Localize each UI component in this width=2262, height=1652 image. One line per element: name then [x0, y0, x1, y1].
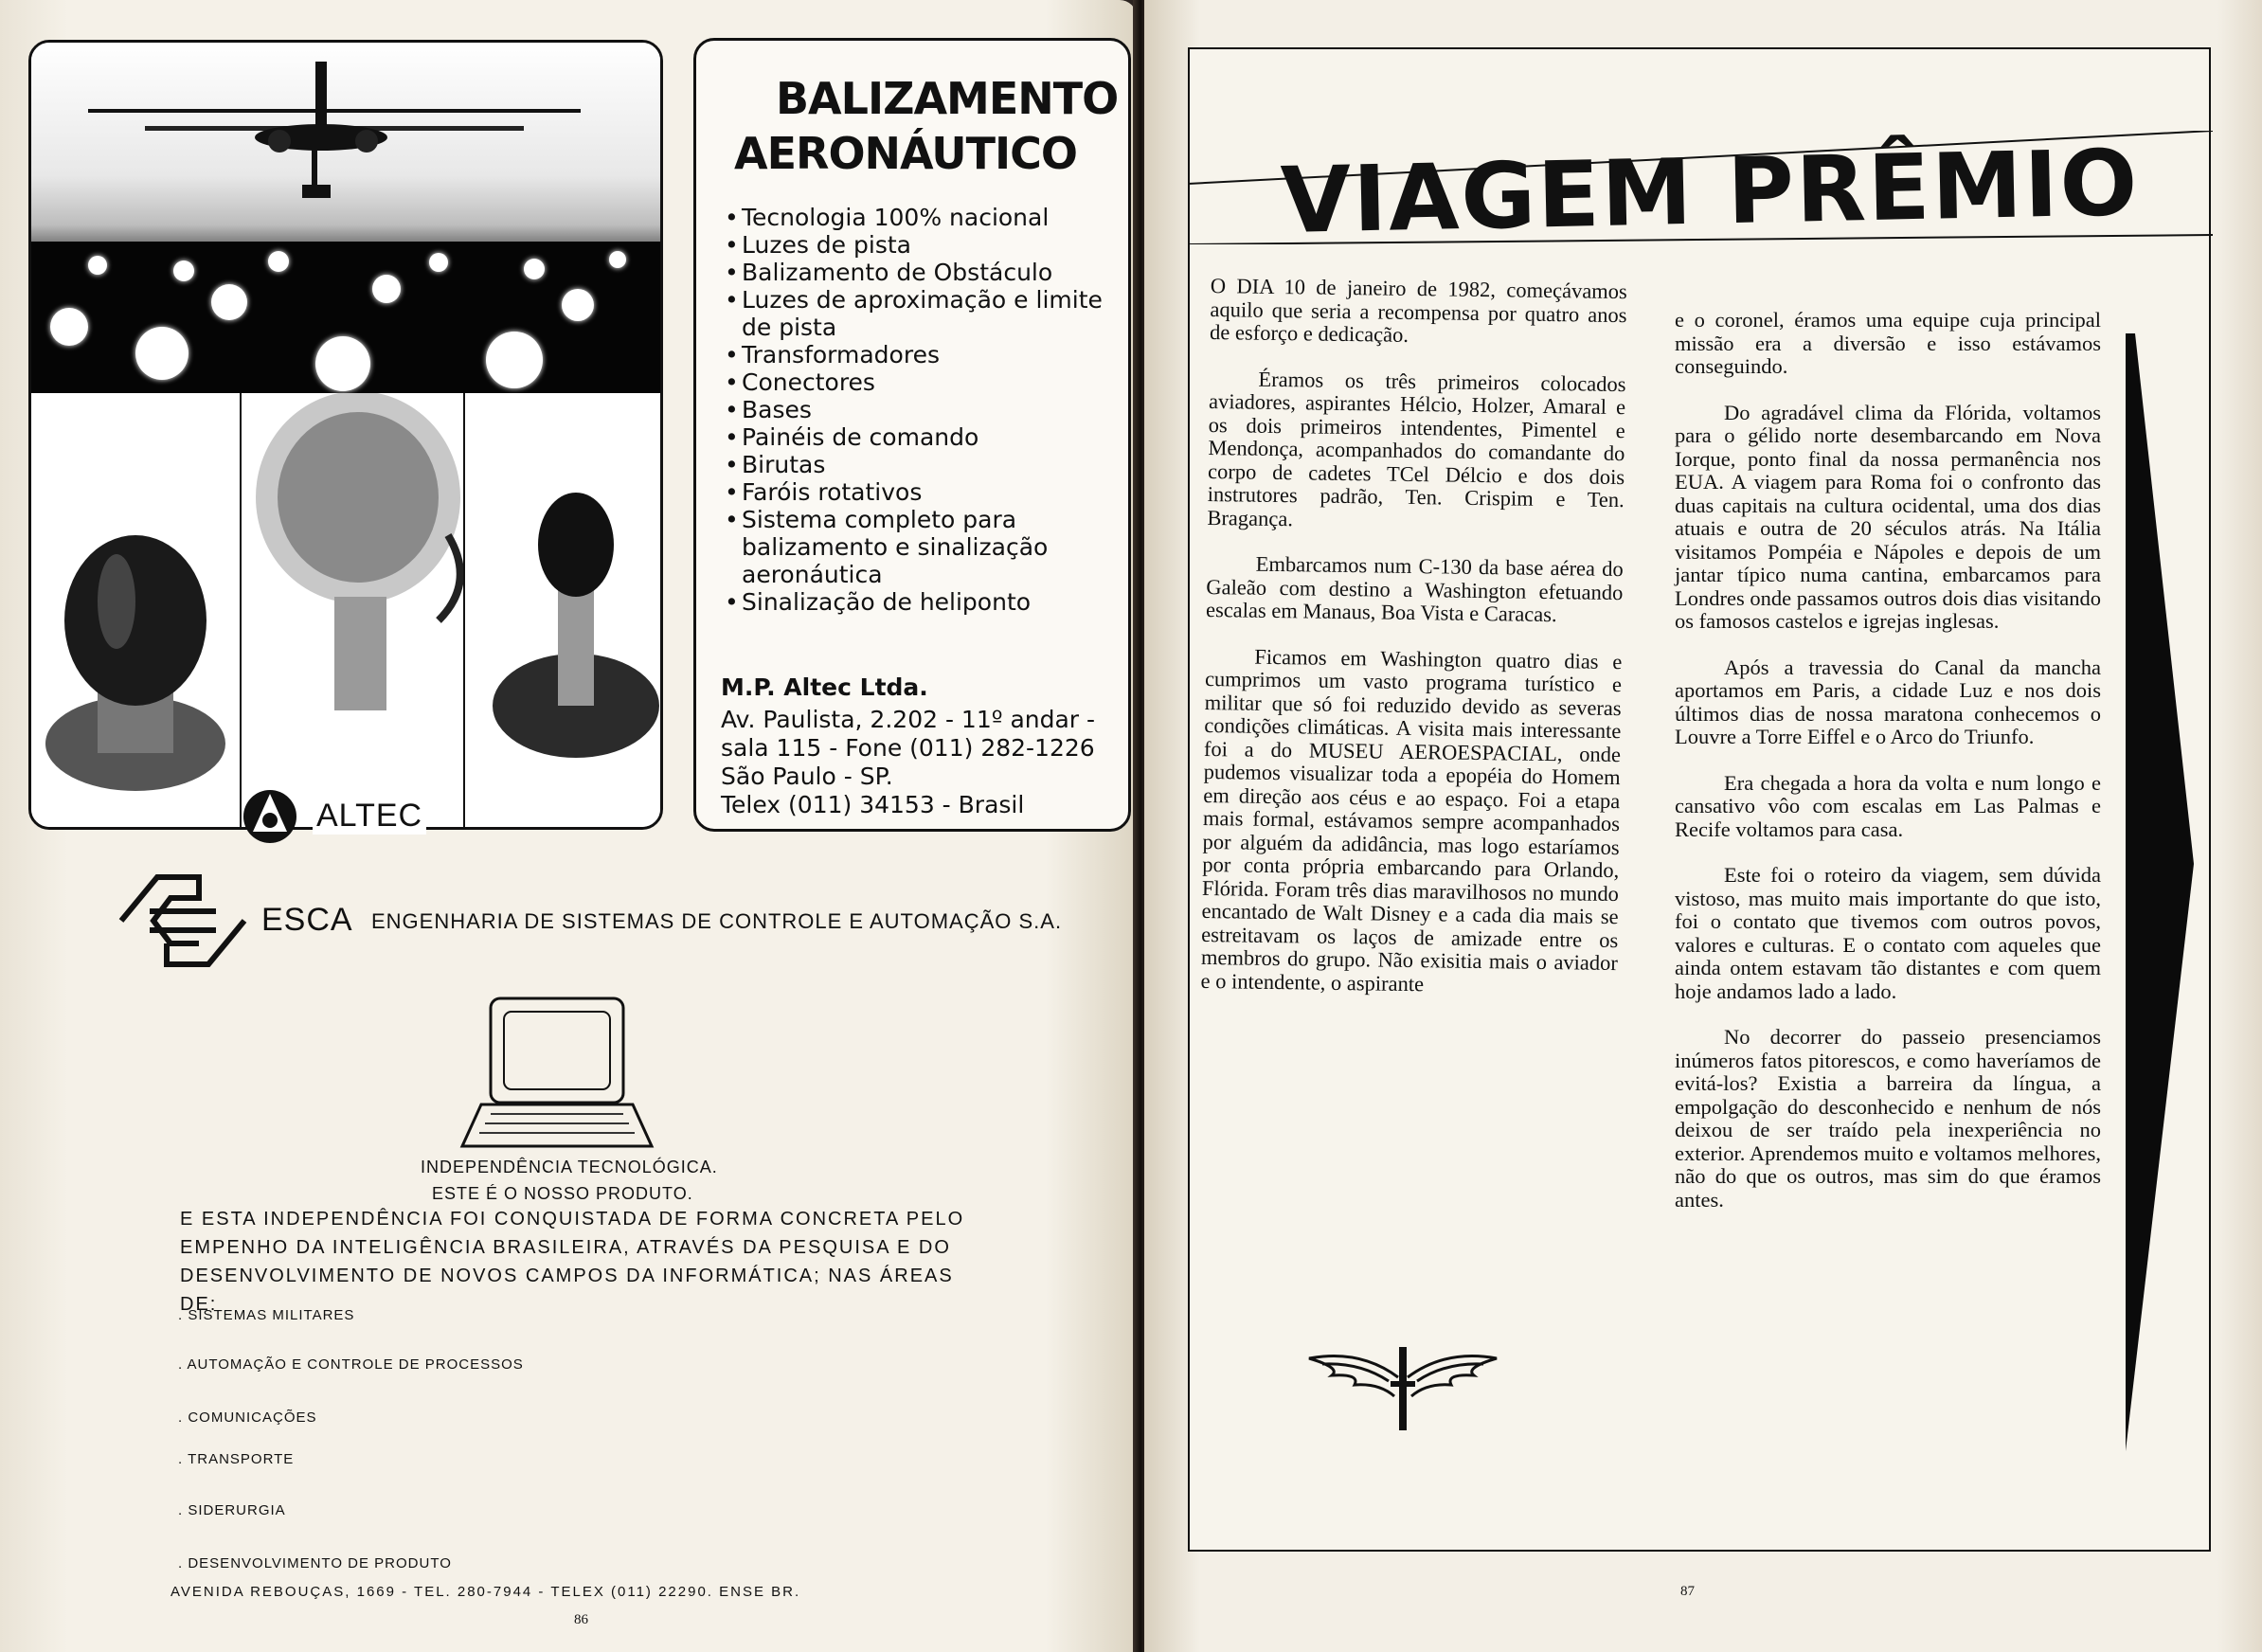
- list-item: • Sistema completo para balizamento e sinalização aeronáutica: [725, 506, 1132, 588]
- altec-title-line2: AERONÁUTICO: [734, 128, 1077, 179]
- esca-body-text: [180, 1205, 995, 1319]
- list-item: • Tecnologia 100% nacional: [725, 204, 1132, 231]
- list-item: . SISTEMAS MILITARES: [178, 1307, 354, 1323]
- article-column-1: [1200, 275, 1627, 1021]
- altec-address-line1: Av. Paulista, 2.202 - 11º andar -: [721, 706, 1096, 733]
- esca-tagline-2: ESTE É O NOSSO PRODUTO.: [432, 1184, 693, 1203]
- list-item: • Conectores: [725, 368, 1132, 396]
- article-column-2: [1675, 309, 2101, 1234]
- list-item: • Faróis rotativos: [725, 478, 1132, 506]
- altec-photo-panel: [28, 40, 663, 830]
- page-number-left: 86: [574, 1612, 588, 1627]
- airplane-runway-photo: [31, 43, 660, 393]
- list-item: . COMUNICAÇÕES: [178, 1410, 317, 1426]
- paragraph: Éramos os três primeiros colocados aviadores, aspirantes Hélcio, Holzer, Amaral e os dois primeiros intendentes, Pimentel e Mendonça, acompanhados do comandante do corpo de cadetes TCel Délcio e dos dois instrutores padrão, Ten. Crispim e Ten. Bragança.: [1207, 367, 1626, 530]
- altec-logo-text: ALTEC: [313, 798, 426, 835]
- paragraph: Após a travessia do Canal da mancha aportamos em Paris, a cidade Luz e nos dois últimos dias de nossa maratona conhecemos o Louvre a Torre Eiffel e o Arco do Triunfo.: [1675, 655, 2101, 748]
- esca-body-line3: DESENVOLVIMENTO DE NOVOS CAMPOS DA INFORMÁTICA; NAS ÁREAS DE:: [180, 1266, 954, 1315]
- arrow-decoration-icon: [2122, 333, 2198, 1451]
- list-item: . AUTOMAÇÃO E CONTROLE DE PROCESSOS: [178, 1356, 524, 1373]
- list-item: • Bases: [725, 396, 1132, 423]
- list-item: • Transformadores: [725, 341, 1132, 368]
- paragraph: Do agradável clima da Flórida, voltamos para o gélido norte desembarcando em Nova Iorque, ponto final da nossa permanência nos EUA. A viagem para Roma foi o confronto das duas capitais na cultura ocidental, uma dos dias atuais e outra de 20 séculos atrás. Na Itália visitamos Pompéia e Nápoles e depois de um jantar típico numa cantina, embarcamos para Londres onde passamos outros dois dias visitando os famosos castelos e igrejas inglesas.: [1675, 400, 2101, 633]
- list-item: • Sinalização de heliponto: [725, 588, 1132, 616]
- altec-title-line1: BALIZAMENTO: [776, 73, 1119, 124]
- altec-contact-block: [721, 673, 1128, 819]
- right-page: [1144, 0, 2262, 1652]
- paragraph: Embarcamos num C-130 da base aérea do Galeão com destino a Washington efetuando escalas em Manaus, Boa Vista e Caracas.: [1205, 551, 1624, 627]
- altec-logo-icon: [242, 784, 298, 849]
- list-item: • Painéis de comando: [725, 423, 1132, 451]
- runway-light-fixture-photos: [31, 393, 660, 829]
- paragraph: Ficamos em Washington quatro dias e cumprimos um vasto programa turístico e militar que só foi reduzido devido as severas condições climáticas. A visita mais interessante foi a do MUSEU AEROESPACIAL, onde pudemos visualizar toda a epopéia do Homem em direção aos céus e ao espaço. Foi a etapa mais formal, estávamos sempre acompanhados por alguém da adidância, mas logo estaríamos por conta própria embarcando para Orlando, Flórida. Foram três dias maravilhosos no mundo encantado de Walt Disney e a cada dia mais se estreitavam os laços de amizade entre os membros do grupo. Não exisitia mais o aviador e o intendente, o aspirante: [1200, 644, 1623, 996]
- article-title: VIAGEM PRÊMIO: [1279, 130, 2141, 254]
- esca-body-line2: EMPENHO DA INTELIGÊNCIA BRASILEIRA, ATRAVÉS DA PESQUISA E DO: [180, 1237, 951, 1258]
- esca-tagline-1: INDEPENDÊNCIA TECNOLÓGICA.: [421, 1158, 718, 1176]
- altec-company-name: M.P. Altec Ltda.: [721, 673, 928, 701]
- altec-feature-list: [725, 204, 1132, 616]
- page-number-right: 87: [1680, 1584, 1695, 1599]
- altec-ad-title: [734, 71, 1132, 181]
- paragraph: Este foi o roteiro da viagem, sem dúvida vistoso, mas muito mais importante do que isto, foi o contato que tivemos com outros povos, valores e culturas. E o contato com aqueles que ainda ontem estavam tão distantes e com quem hoje andamos lado a lado.: [1675, 863, 2101, 1003]
- esca-subtitle: ENGENHARIA DE SISTEMAS DE CONTROLE E AUTOMAÇÃO S.A.: [371, 909, 1063, 933]
- paragraph: O DIA 10 de janeiro de 1982, começávamos aquilo que seria a recompensa por quatro anos de esforço e dedicação.: [1209, 274, 1627, 347]
- paragraph: e o coronel, éramos uma equipe cuja principal missão era a diversão e isso estávamos conseguindo.: [1675, 308, 2101, 378]
- list-item: • Luzes de pista: [725, 231, 1132, 259]
- altec-address-line4: Telex (011) 34153 - Brasil: [721, 791, 1025, 818]
- list-item: . DESENVOLVIMENTO DE PRODUTO: [178, 1555, 452, 1571]
- list-item: . TRANSPORTE: [178, 1451, 294, 1467]
- list-item: • Luzes de aproximação e limite de pista: [725, 286, 1132, 341]
- altec-ad-text-panel: [693, 38, 1131, 832]
- list-item: • Birutas: [725, 451, 1132, 478]
- esca-logo-icon: [112, 864, 254, 978]
- list-item: . SIDERURGIA: [178, 1502, 286, 1518]
- altec-address-line2: sala 115 - Fone (011) 282-1226: [721, 734, 1095, 762]
- esca-company-name: ESCA: [261, 902, 353, 938]
- altec-address-line3: São Paulo - SP.: [721, 763, 893, 790]
- article-frame: [1188, 47, 2211, 1552]
- esca-body-line1: E ESTA INDEPENDÊNCIA FOI CONQUISTADA DE FORMA CONCRETA PELO: [180, 1209, 965, 1230]
- esca-address: AVENIDA REBOUÇAS, 1669 - TEL. 280-7944 - TELEX (011) 22290. ENSE BR.: [171, 1584, 801, 1600]
- paragraph: No decorrer do passeio presenciamos inúmeros fatos pitorescos, e como haveríamos de evitá-los? Existia a barreira da língua, a empolgação do desconhecido e nenhum de nós deixou de ser traído pela inexperiência no exterior. Aprendemos muito e voltamos melhores, não do que os outros, mas sim do que éramos antes.: [1675, 1025, 2101, 1212]
- computer-terminal-icon: [453, 995, 661, 1156]
- winged-sword-emblem-icon: [1303, 1339, 1502, 1434]
- list-item: • Balizamento de Obstáculo: [725, 259, 1132, 286]
- paragraph: Era chegada a hora da volta e num longo e cansativo vôo com escalas em Las Palmas e Recife voltamos para casa.: [1675, 770, 2101, 841]
